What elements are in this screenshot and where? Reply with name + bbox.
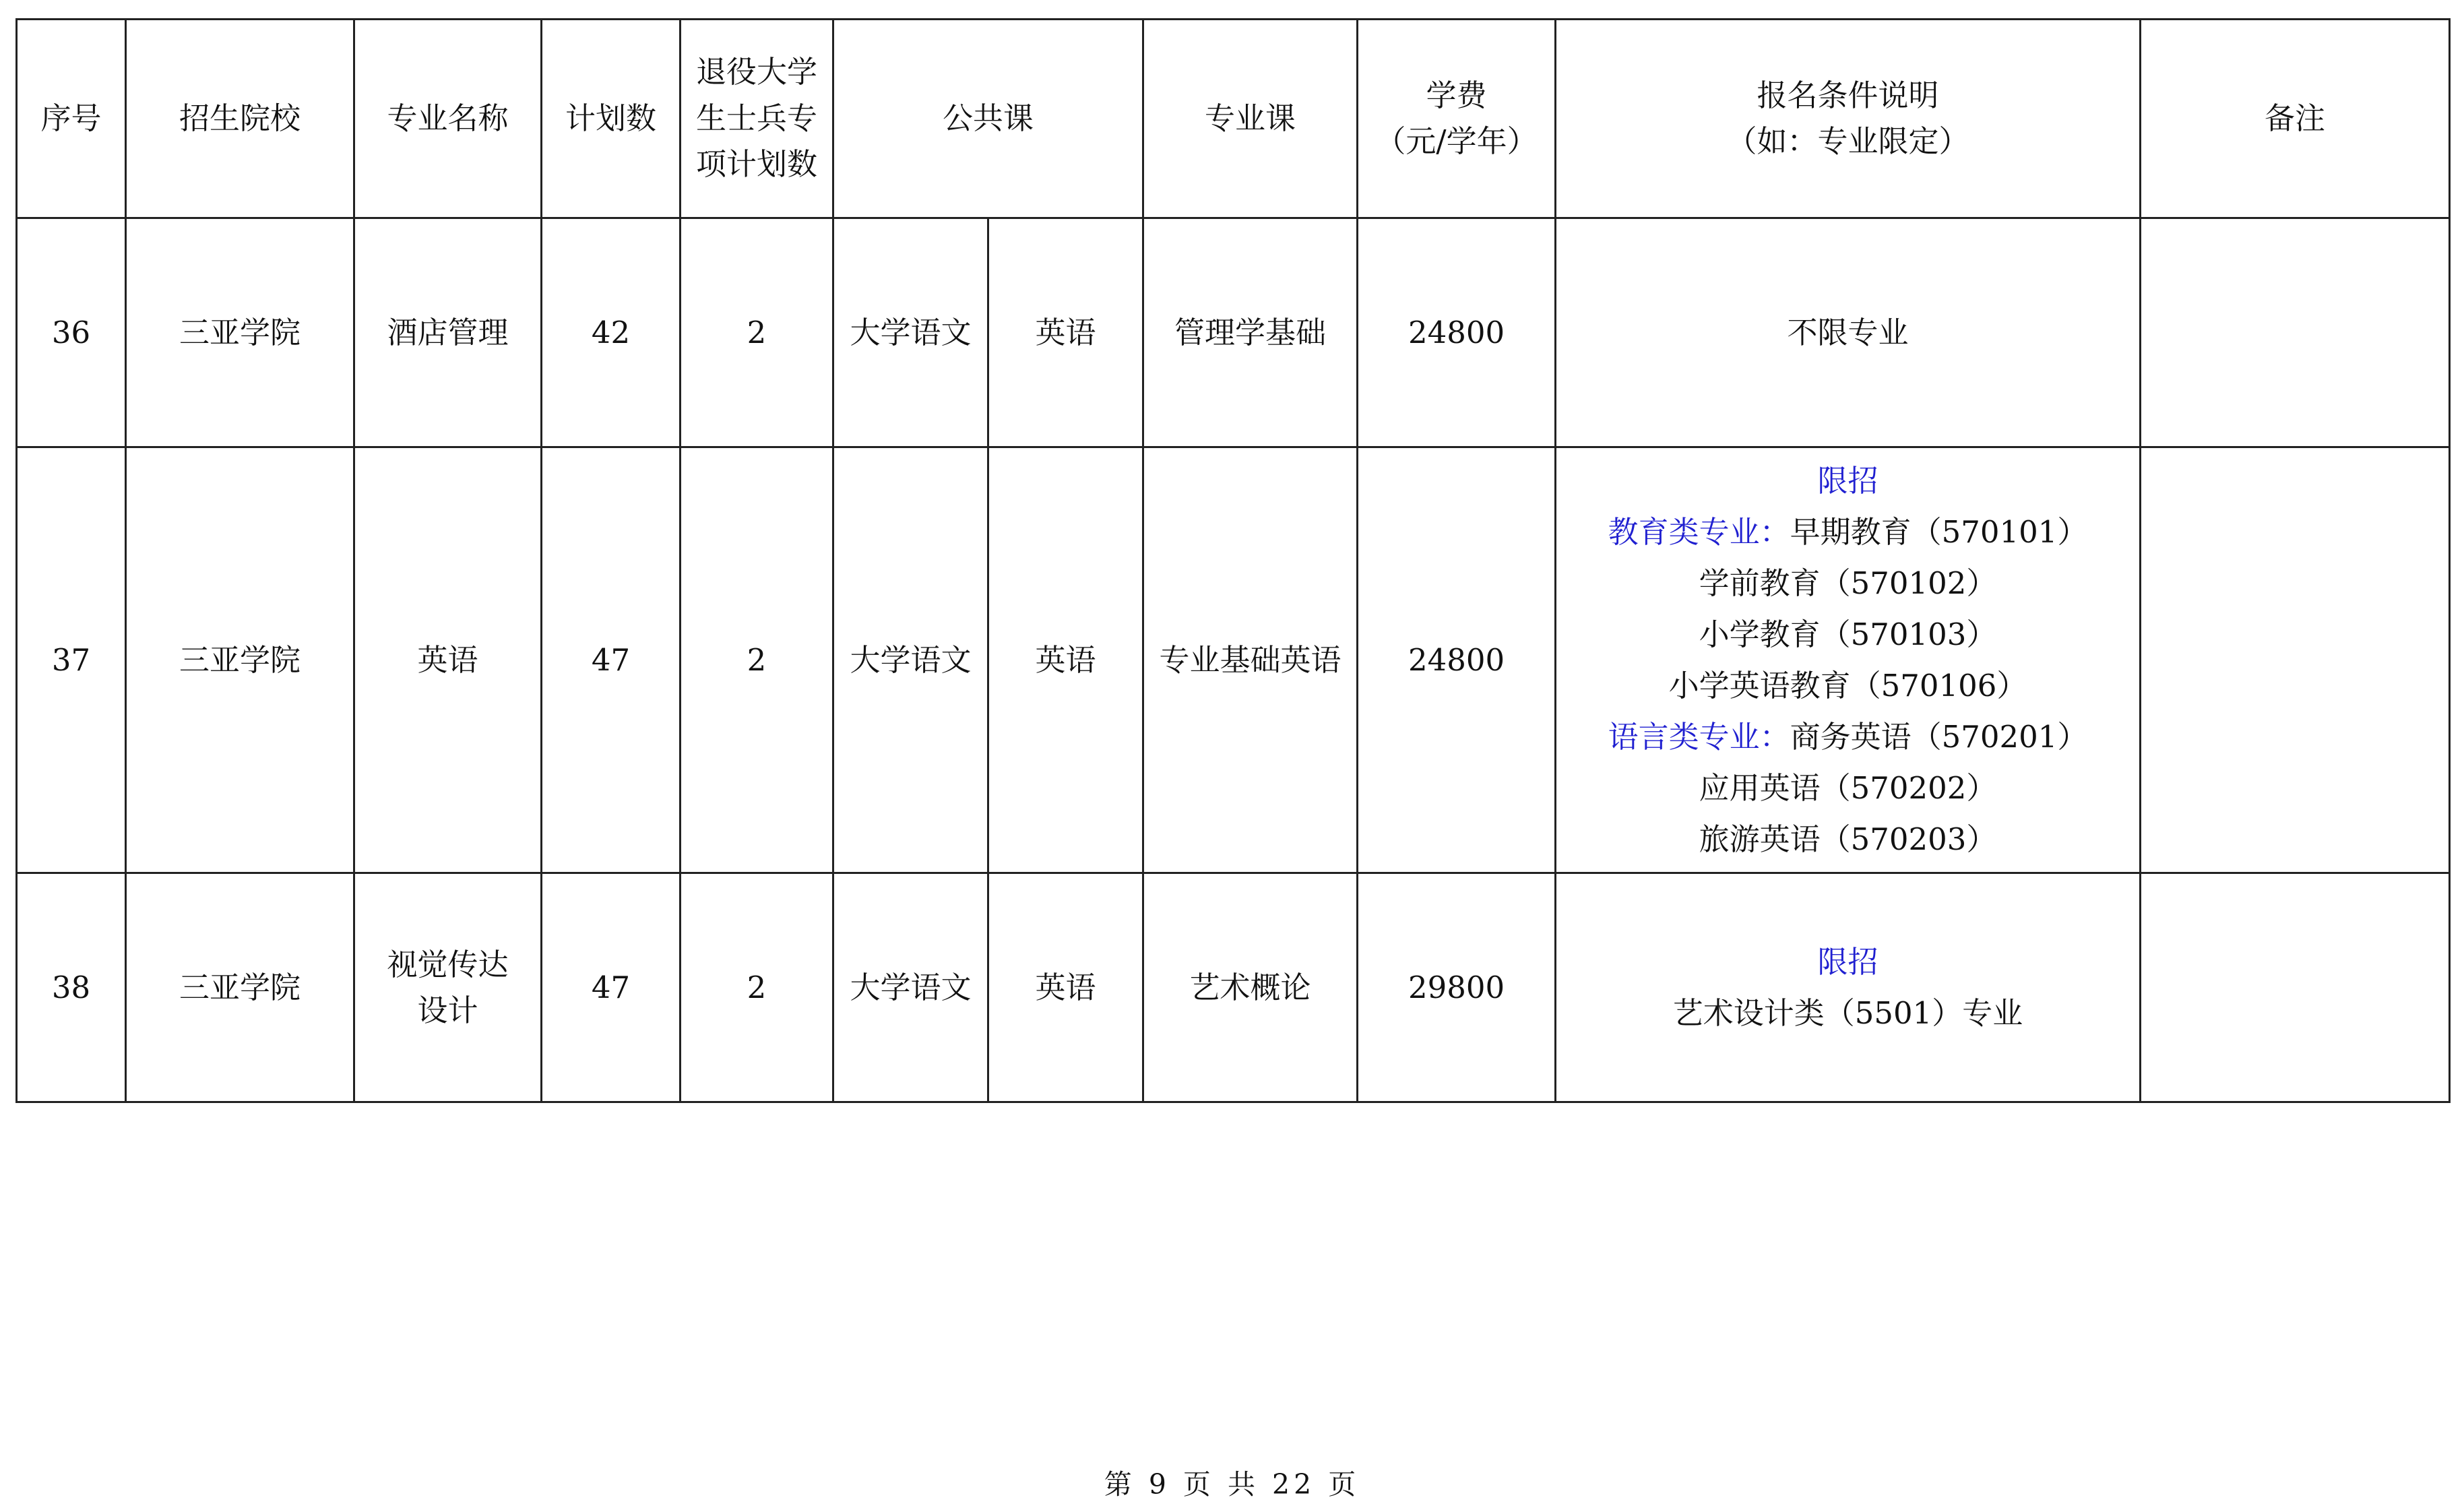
header-school: 招生院校 bbox=[126, 20, 354, 218]
header-veteran-plan bbox=[681, 20, 833, 218]
header-seq: 序号 bbox=[17, 20, 126, 218]
cell-school: 三亚学院 bbox=[126, 447, 354, 873]
header-veteran-line1: 退役大学 bbox=[695, 54, 817, 90]
major-code-item: 学前教育（570102） bbox=[1699, 565, 1997, 601]
cell-veteran-plan: 2 bbox=[681, 873, 833, 1102]
cell-seq: 38 bbox=[17, 873, 126, 1102]
cell-conditions bbox=[1556, 447, 2141, 873]
cell-school: 三亚学院 bbox=[126, 873, 354, 1102]
cell-conditions bbox=[1556, 873, 2141, 1102]
header-public-course: 公共课 bbox=[833, 20, 1143, 218]
header-conditions-line2: （如：专业限定） bbox=[1726, 123, 1969, 159]
cell-plan: 47 bbox=[542, 873, 681, 1102]
cell-public-course-2: 英语 bbox=[988, 873, 1143, 1102]
cell-professional-course: 专业基础英语 bbox=[1143, 447, 1358, 873]
category-label-education: 教育类专业： bbox=[1608, 513, 1790, 550]
cell-seq: 37 bbox=[17, 447, 126, 873]
header-major: 专业名称 bbox=[354, 20, 542, 218]
header-conditions bbox=[1556, 20, 2141, 218]
limit-label: 限招 bbox=[1817, 943, 1878, 980]
cell-major bbox=[354, 873, 542, 1102]
cell-public-course-2: 英语 bbox=[988, 218, 1143, 447]
cell-fee: 24800 bbox=[1358, 218, 1556, 447]
cell-school: 三亚学院 bbox=[126, 218, 354, 447]
cell-professional-course: 艺术概论 bbox=[1143, 873, 1358, 1102]
admission-plan-table bbox=[15, 18, 2451, 1103]
table-row bbox=[17, 218, 2450, 447]
category-label-language: 语言类专业： bbox=[1608, 718, 1790, 755]
cell-veteran-plan: 2 bbox=[681, 447, 833, 873]
cell-fee: 24800 bbox=[1358, 447, 1556, 873]
table-row bbox=[17, 873, 2450, 1102]
condition-line: 艺术设计类（5501）专业 bbox=[1672, 995, 2023, 1031]
header-fee-line2: （元/学年） bbox=[1375, 123, 1538, 159]
cell-public-course-2: 英语 bbox=[988, 447, 1143, 873]
major-code-item: 小学教育（570103） bbox=[1699, 616, 1997, 652]
cell-note bbox=[2141, 218, 2450, 447]
major-code-item: 小学英语教育（570106） bbox=[1668, 667, 2027, 703]
header-fee-line1: 学费 bbox=[1426, 77, 1487, 113]
cell-note bbox=[2141, 447, 2450, 873]
cell-public-course-1: 大学语文 bbox=[833, 218, 988, 447]
major-code-item: 应用英语（570202） bbox=[1699, 769, 1997, 806]
major-code-item: 商务英语（570201） bbox=[1790, 718, 2088, 755]
cell-public-course-1: 大学语文 bbox=[833, 873, 988, 1102]
major-line2: 设计 bbox=[417, 992, 478, 1028]
cell-major: 酒店管理 bbox=[354, 218, 542, 447]
condition-line bbox=[1559, 507, 2137, 558]
header-fee bbox=[1358, 20, 1556, 218]
cell-plan: 47 bbox=[542, 447, 681, 873]
header-plan: 计划数 bbox=[542, 20, 681, 218]
cell-seq: 36 bbox=[17, 218, 126, 447]
condition-line bbox=[1559, 712, 2137, 763]
header-row bbox=[17, 20, 2450, 218]
header-note: 备注 bbox=[2141, 20, 2450, 218]
cell-fee: 29800 bbox=[1358, 873, 1556, 1102]
major-line1: 视觉传达 bbox=[387, 947, 509, 982]
major-code-item: 旅游英语（570203） bbox=[1699, 821, 1997, 857]
page-number: 第 9 页 共 22 页 bbox=[1104, 1468, 1360, 1501]
header-veteran-line3: 项计划数 bbox=[695, 146, 817, 183]
cell-professional-course: 管理学基础 bbox=[1143, 218, 1358, 447]
cell-conditions: 不限专业 bbox=[1556, 218, 2141, 447]
cell-note bbox=[2141, 873, 2450, 1102]
cell-public-course-1: 大学语文 bbox=[833, 447, 988, 873]
cell-major: 英语 bbox=[354, 447, 542, 873]
table-row bbox=[17, 447, 2450, 873]
limit-label: 限招 bbox=[1817, 462, 1878, 499]
major-code-item: 早期教育（570101） bbox=[1790, 513, 2088, 550]
header-conditions-line1: 报名条件说明 bbox=[1757, 77, 1939, 113]
header-veteran-line2: 生士兵专 bbox=[695, 100, 817, 136]
header-professional-course: 专业课 bbox=[1143, 20, 1358, 218]
cell-veteran-plan: 2 bbox=[681, 218, 833, 447]
cell-plan: 42 bbox=[542, 218, 681, 447]
